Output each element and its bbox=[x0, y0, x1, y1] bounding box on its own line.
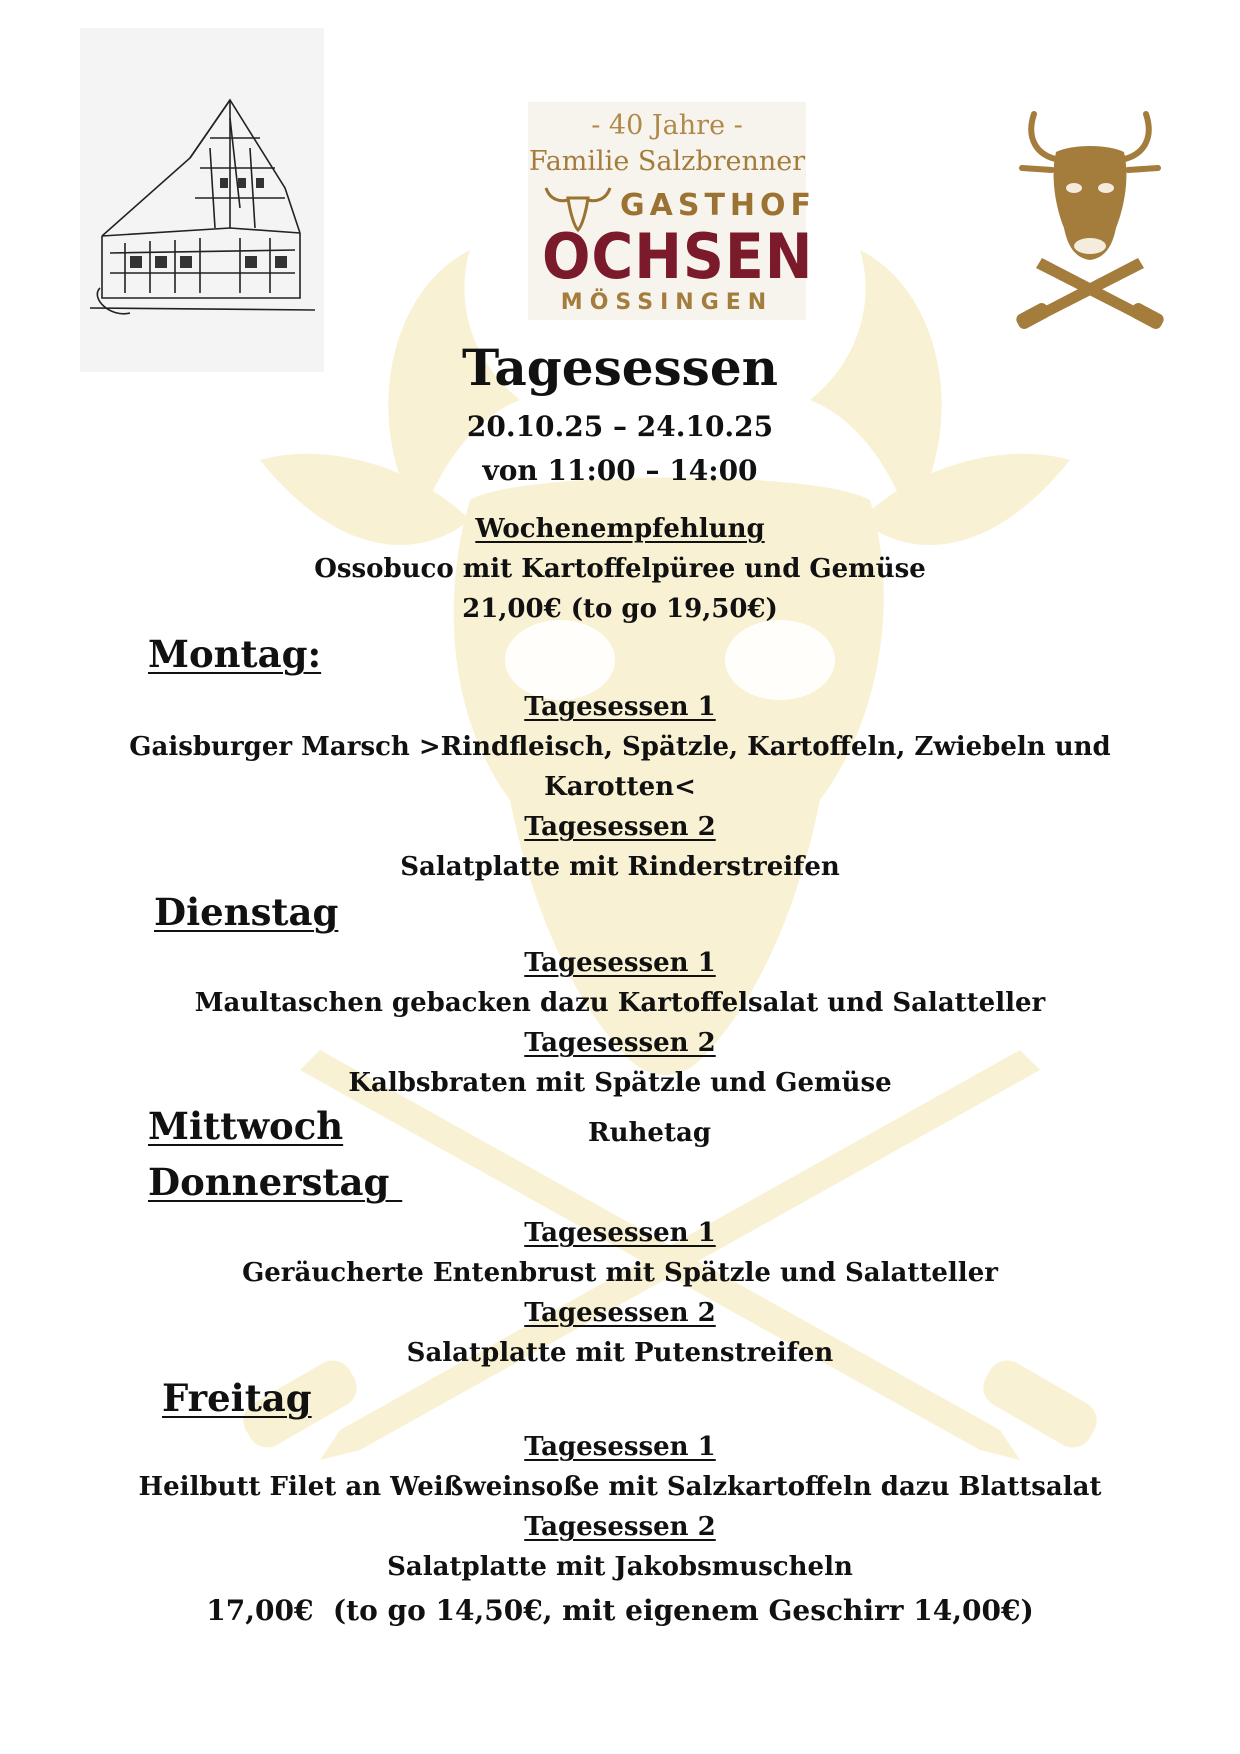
logo-anniversary: - 40 Jahre - bbox=[591, 110, 743, 141]
logo-gasthof: GASTHOF bbox=[620, 188, 817, 223]
dienstag-dish2-heading: Tagesessen 2 bbox=[524, 1028, 716, 1058]
dienstag-dish1-heading: Tagesessen 1 bbox=[524, 948, 716, 978]
logo-family: Familie Salzbrenner bbox=[528, 146, 806, 177]
day-label-montag: Montag: bbox=[148, 632, 322, 676]
donnerstag-dish1: Geräucherte Entenbrust mit Spätzle und Salatteller bbox=[242, 1258, 998, 1288]
date-range: 20.10.25 – 24.10.25 bbox=[466, 410, 774, 443]
donnerstag-dish2: Salatplatte mit Putenstreifen bbox=[406, 1338, 834, 1368]
serving-hours: von 11:00 – 14:00 bbox=[482, 454, 758, 487]
montag-dish1-line2: Karotten< bbox=[544, 772, 696, 802]
mittwoch-closed-note: Ruhetag bbox=[588, 1118, 711, 1148]
day-label-mittwoch: Mittwoch bbox=[148, 1104, 344, 1148]
montag-dish1-heading: Tagesessen 1 bbox=[524, 692, 716, 722]
logo-town: MÖSSINGEN bbox=[560, 290, 774, 315]
freitag-dish2-heading: Tagesessen 2 bbox=[524, 1512, 716, 1542]
day-label-freitag: Freitag bbox=[162, 1376, 312, 1420]
recommendation-dish: Ossobuco mit Kartoffelpüree und Gemüse bbox=[314, 554, 926, 584]
gasthof-ochsen-logo bbox=[528, 102, 817, 320]
freitag-dish1: Heilbutt Filet an Weißweinsoße mit Salzkartoffeln dazu Blattsalat bbox=[138, 1472, 1102, 1502]
day-label-dienstag: Dienstag bbox=[154, 890, 339, 934]
montag-dish2-heading: Tagesessen 2 bbox=[524, 812, 716, 842]
donnerstag-dish2-heading: Tagesessen 2 bbox=[524, 1298, 716, 1328]
daily-menu-price: 17,00€ (to go 14,50€, mit eigenem Geschirr 14,00€) bbox=[206, 1594, 1034, 1627]
freitag-dish1-heading: Tagesessen 1 bbox=[524, 1432, 716, 1462]
bull-knives-icon bbox=[1012, 108, 1168, 348]
dienstag-dish2: Kalbsbraten mit Spätzle und Gemüse bbox=[348, 1068, 892, 1098]
dienstag-dish1: Maultaschen gebacken dazu Kartoffelsalat und Salatteller bbox=[194, 988, 1046, 1018]
half-timbered-house-image bbox=[80, 28, 324, 372]
recommendation-price: 21,00€ (to go 19,50€) bbox=[462, 594, 778, 624]
montag-dish2: Salatplatte mit Rinderstreifen bbox=[400, 852, 840, 882]
day-label-donnerstag: Donnerstag bbox=[148, 1160, 403, 1204]
page-title: Tagesessen bbox=[461, 338, 778, 397]
donnerstag-dish1-heading: Tagesessen 1 bbox=[524, 1218, 716, 1248]
logo-ochsen: OCHSEN bbox=[542, 220, 814, 293]
recommendation-heading: Wochenempfehlung bbox=[475, 514, 765, 544]
montag-dish1-line1: Gaisburger Marsch >Rindfleisch, Spätzle, Kartoffeln, Zwiebeln und bbox=[129, 732, 1111, 762]
freitag-dish2: Salatplatte mit Jakobsmuscheln bbox=[387, 1552, 853, 1582]
